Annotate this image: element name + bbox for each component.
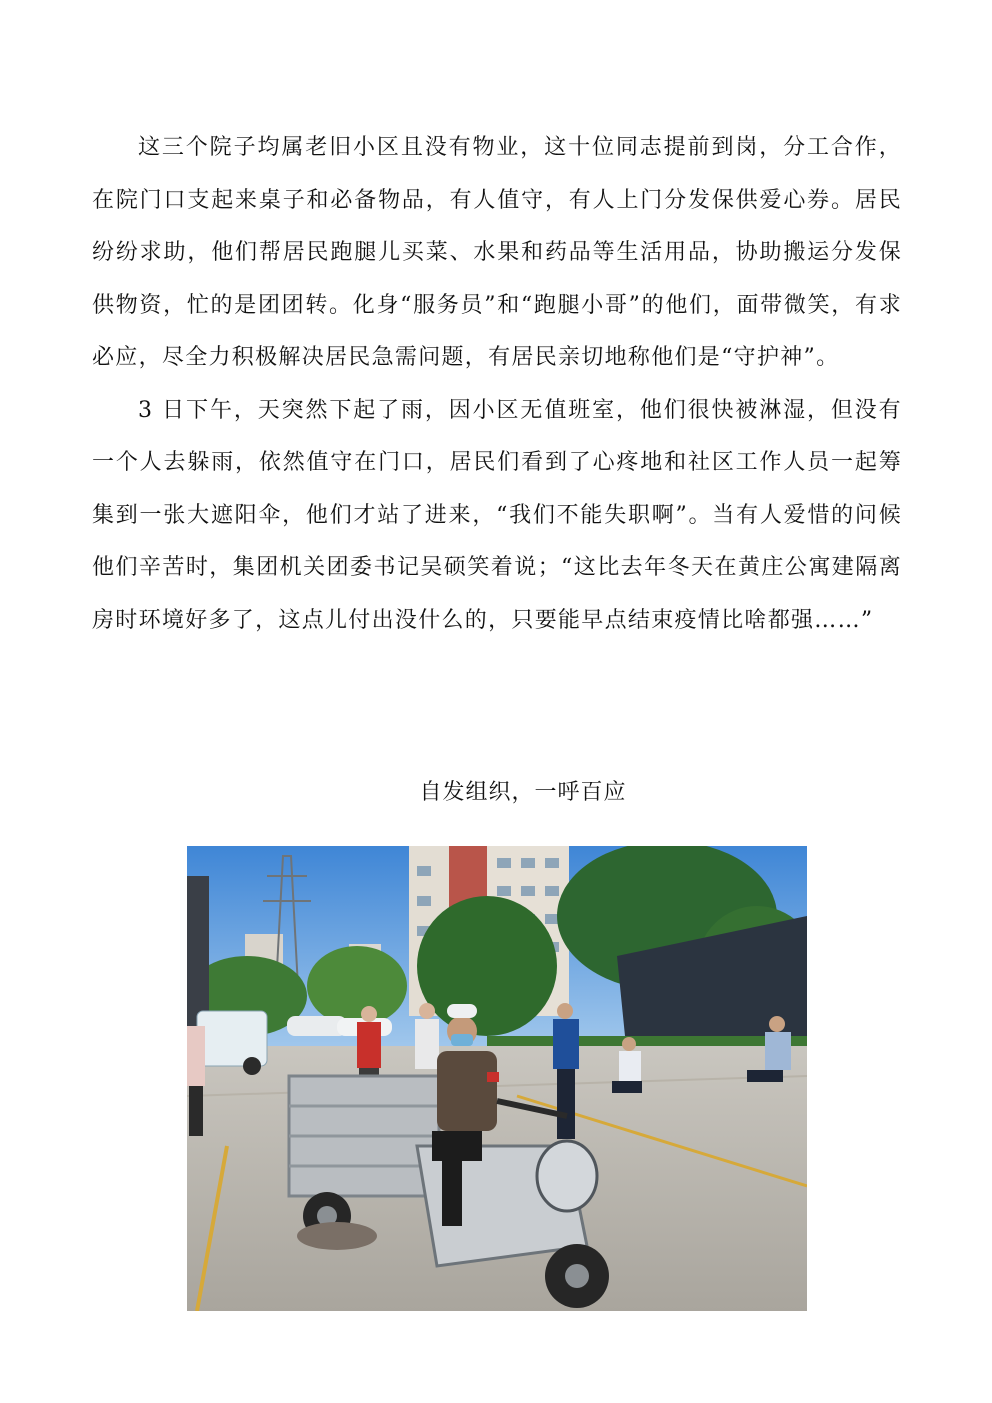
paragraph-1: 这三个院子均属老旧小区且没有物业，这十位同志提前到岗，分工合作，在院门口支起来桌子和必备物品，有人值守，有人上门分发保供爱心券。居民纷纷求助，他们帮居民跑腿儿买菜、水果和药品等生活用品，协助搬运分发保供物资，忙的是团团转。化身“服务员”和“跑腿小哥”的他们，面带微笑，有求必应，尽全力积极解决居民急需问题，有居民亲切地称他们是“守护神”。 [92,135,902,370]
photo-caption: 自发组织，一呼百应 [419,780,627,805]
tree [417,896,557,1036]
body-text [92,122,902,647]
person-left-edge [187,1026,205,1136]
manhole-cover [297,1222,377,1250]
electric-cart [197,1011,267,1066]
headlight [537,1141,597,1211]
photo-volunteer-tricycle [187,846,807,1311]
paragraph-2: 3 日下午，天突然下起了雨，因小区无值班室，他们很快被淋湿，但没有一个人去躲雨，依然值守在门口，居民们看到了心疼地和社区工作人员一起筹集到一张大遮阳伞，他们才站了进来，“我们不能失职啊”。当有人爱惜的问候他们辛苦时，集团机关团委书记吴硕笑着说；“这比去年冬天在黄庄公寓建隔离房时环境好多了，这点儿付出没什么的，只要能早点结束疫情比啥都强……” [92,397,902,633]
photo-illustration [187,846,807,1311]
tree [307,946,407,1026]
